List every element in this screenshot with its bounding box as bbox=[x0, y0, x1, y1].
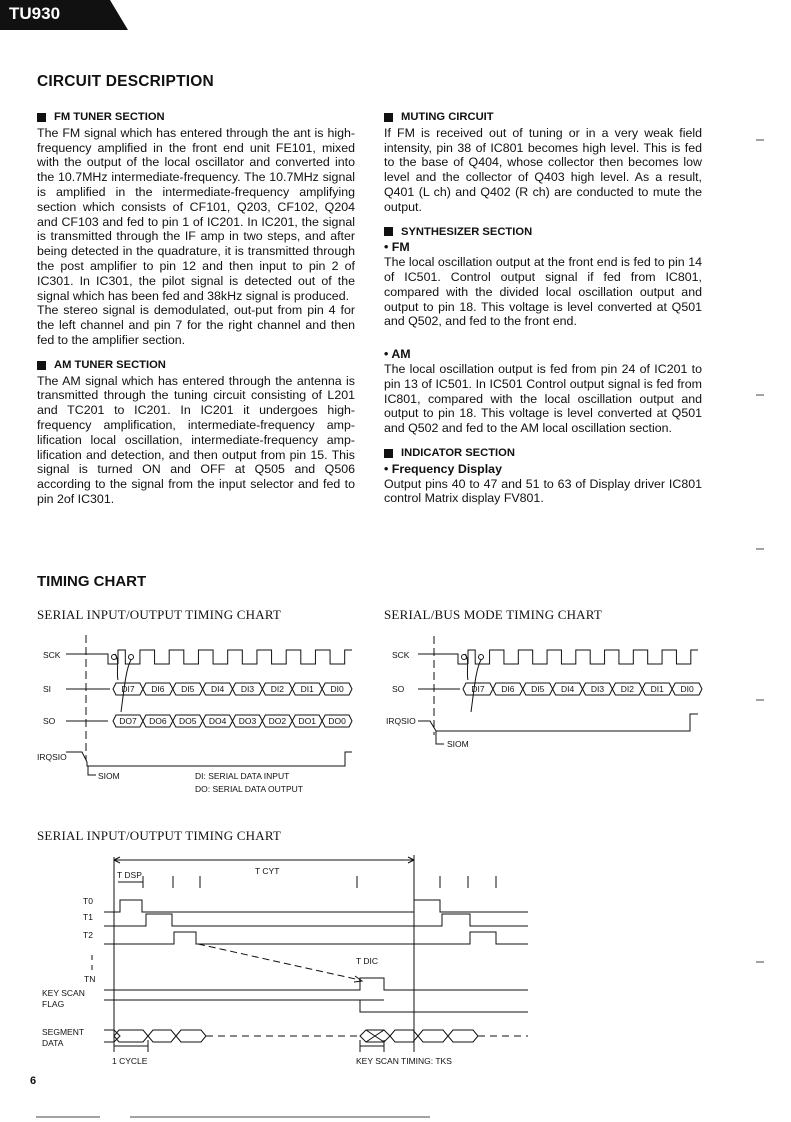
indicator-text: Output pins 40 to 47 and 51 to 63 of Display driver IC801 control Matrix display FV801. bbox=[384, 476, 702, 506]
chart3-tdic: T DIC bbox=[356, 956, 379, 966]
synth-am-text: The local oscillation output is fed from pin 24 of IC201 to pin 13 of IC501. In IC501 Control output signal is fed from IC801, compared with the local oscillation output and output to pin 18. This voltage is level converted at Q501 and Q502 and fed to the AM local oscillation section. bbox=[384, 361, 702, 436]
chart3-row-t1: T1 bbox=[83, 912, 93, 922]
synth-am-label: • AM bbox=[384, 347, 411, 362]
segment-cell bbox=[114, 1030, 148, 1042]
chart1-si-bit-label: DI6 bbox=[151, 684, 165, 694]
chart2-siom: SIOM bbox=[447, 739, 469, 749]
chart1-so-bit-label: DO0 bbox=[328, 716, 346, 726]
chart3-segment-bus bbox=[104, 1030, 528, 1042]
chart1-so-bit-label: DO1 bbox=[298, 716, 316, 726]
segment-cell bbox=[448, 1030, 478, 1042]
chart1-legend-do: DO: SERIAL DATA OUTPUT bbox=[195, 784, 303, 794]
chart3-keyscan-1: KEY SCAN bbox=[42, 988, 85, 998]
chart1-si-bus bbox=[113, 683, 352, 695]
fm-paragraph-2: The stereo signal is demodulated, out-put from pin 4 for the left channel and pin 7 for the right channel and then fed to the amplifier section. bbox=[37, 303, 355, 347]
chart2-irq-label: IRQSIO bbox=[386, 716, 416, 726]
segment-cell bbox=[148, 1030, 176, 1042]
chart1-so-bus bbox=[113, 715, 352, 727]
chart1-caption: SERIAL INPUT/OUTPUT TIMING CHART bbox=[37, 607, 282, 622]
chart2-so-bit-label: DI4 bbox=[560, 684, 575, 694]
chart2-so-bus bbox=[463, 683, 702, 695]
chart2-caption: SERIAL/BUS MODE TIMING CHART bbox=[384, 607, 603, 622]
chart3-tdsp: T DSP bbox=[117, 870, 142, 880]
chart1-irq-label: IRQSIO bbox=[37, 752, 67, 762]
am-paragraph-1: The AM signal which has entered through the antenna is transmitted through the tuning circuit consisting of L201 and TC201 to IC201. In IC201 it undergoes high-frequency amplification, intermediate-frequency amp-lification local oscillation, intermediate-frequency amp-lification and detection, and then output from pin 15. This signal is turned ON and OFF at Q505 and Q506 according to the signal from the input selector and fed to pin 2of IC301. bbox=[37, 373, 355, 506]
chart1-si-bit-label: DI4 bbox=[210, 684, 225, 694]
page-title: CIRCUIT DESCRIPTION bbox=[37, 73, 214, 90]
chart3-t1-waveform bbox=[104, 914, 528, 926]
margin-marks bbox=[36, 140, 764, 1117]
chart1-so-bit-label: DO3 bbox=[238, 716, 257, 726]
chart3-row-t0: T0 bbox=[83, 896, 93, 906]
chart2-irq-waveform bbox=[418, 714, 698, 731]
chart2-sck-waveform bbox=[468, 650, 698, 664]
muting-heading-text: MUTING CIRCUIT bbox=[401, 111, 494, 123]
chart1-irq-waveform bbox=[66, 752, 352, 766]
chart1-si-bit-label: DI7 bbox=[121, 684, 135, 694]
chart2-labels bbox=[386, 650, 469, 749]
model-label: TU930 bbox=[9, 4, 61, 23]
chart1-si-bit-label: DI3 bbox=[240, 684, 255, 694]
fm-paragraph-1: The FM signal which has entered through the ant is high-frequency amplified in the front end unit FE101, mixed with the output of the local oscillator and converted into the 10.7MHz intermediate-frequency. The 10.7MHz signal is amplified in the intermediate-frequency amplifying section which consists of CF101, Q203, CF102, Q204 and CF103 and fed to pin 1 of IC201. In IC201, the signal is transmitted through the IF amp in two steps, and after being detected in the quadrature, it is transmitted through the post amplifier to pin 12 and then input to pin 2 of IC301. In IC301, the pilot signal is detected out of the signal which has been fed and 38kHz signal is produced. bbox=[37, 125, 355, 303]
chart1-si-bit-label: DI1 bbox=[300, 684, 314, 694]
chart2-so-bit-label: DI3 bbox=[590, 684, 605, 694]
chart3-tn-waveform bbox=[104, 978, 528, 990]
chart1-so-bit-label: DO4 bbox=[208, 716, 227, 726]
segment-cell bbox=[418, 1030, 448, 1042]
chart2-so-label: SO bbox=[392, 684, 405, 694]
muting-paragraph: If FM is received out of tuning or in a very weak field intensity, pin 38 of IC801 becomes high level. This is fed to the base of Q404, whose collector then becomes low level and the collector of Q403 high level. As a result, Q401 (L ch) and Q402 (R ch) are conducted to mute the output. bbox=[384, 125, 702, 214]
chart3-keyscan-2: FLAG bbox=[42, 999, 65, 1009]
chart1-so-bit-label: DO5 bbox=[178, 716, 197, 726]
chart3-caption: SERIAL INPUT/OUTPUT TIMING CHART bbox=[37, 828, 282, 843]
chart1-si-bit-label: DI0 bbox=[330, 684, 344, 694]
chart1-si-bit-label: DI2 bbox=[270, 684, 284, 694]
chart3-t0-waveform bbox=[104, 900, 528, 912]
chart1-si-bit-label: DI5 bbox=[181, 684, 195, 694]
synth-fm-text: The local oscillation output at the front end is fed to pin 14 of IC501. Control output signal if fed from IC801, compared with the divided local oscillation output and output to pin 18. This voltage is level converted at Q501 and Q502, and fed to the front end. bbox=[384, 255, 702, 329]
chart3-segment-1: SEGMENT bbox=[42, 1027, 85, 1037]
chart3-tcyt: T CYT bbox=[255, 866, 280, 876]
chart1-sck-waveform bbox=[118, 650, 352, 664]
chart2-so-bit-label: DI1 bbox=[650, 684, 664, 694]
am-heading-text: AM TUNER SECTION bbox=[54, 358, 166, 371]
chart3-one-cycle: 1 CYCLE bbox=[112, 1056, 148, 1066]
chart2-so-bit-label: DI5 bbox=[531, 684, 545, 694]
chart2-so-bit-label: DI6 bbox=[501, 684, 515, 694]
chart2-so-bit-label: DI2 bbox=[620, 684, 634, 694]
segment-cell bbox=[176, 1030, 206, 1042]
chart1-so-bit-label: DO2 bbox=[268, 716, 287, 726]
chart1-so-bit-label: DO7 bbox=[119, 716, 137, 726]
chart1-so-label: SO bbox=[43, 716, 56, 726]
chart1-so-bit-label: DO6 bbox=[149, 716, 167, 726]
chart2-so-bit-label: DI7 bbox=[471, 684, 485, 694]
timing-title: TIMING CHART bbox=[37, 573, 147, 590]
page-number: 6 bbox=[30, 1075, 37, 1087]
chart3-t2-waveform bbox=[104, 932, 528, 944]
chart3-segment-2: DATA bbox=[42, 1038, 64, 1048]
chart1-sck-label: SCK bbox=[43, 650, 61, 660]
fm-heading-text: FM TUNER SECTION bbox=[54, 111, 165, 123]
chart2-so-bit-label: DI0 bbox=[680, 684, 694, 694]
synth-heading-text: SYNTHESIZER SECTION bbox=[401, 225, 533, 238]
chart1-signals bbox=[66, 635, 352, 775]
synth-fm-label: • FM bbox=[384, 240, 410, 255]
indicator-heading-text: INDICATOR SECTION bbox=[401, 446, 515, 459]
chart2-signals bbox=[418, 636, 702, 744]
chart1-siom: SIOM bbox=[98, 771, 120, 781]
chart3-signals bbox=[92, 855, 528, 1052]
chart2-sck-label: SCK bbox=[392, 650, 410, 660]
chart1-legend-di: DI: SERIAL DATA INPUT bbox=[195, 771, 290, 781]
chart3-keyscan-timing: KEY SCAN TIMING: TKS bbox=[356, 1056, 452, 1066]
chart3-row-t2: T2 bbox=[83, 930, 93, 940]
indicator-sub: • Frequency Display bbox=[384, 461, 502, 476]
chart3-row-tn: TN bbox=[84, 974, 96, 984]
chart1-si-label: SI bbox=[43, 684, 52, 694]
segment-cell bbox=[366, 1030, 384, 1042]
